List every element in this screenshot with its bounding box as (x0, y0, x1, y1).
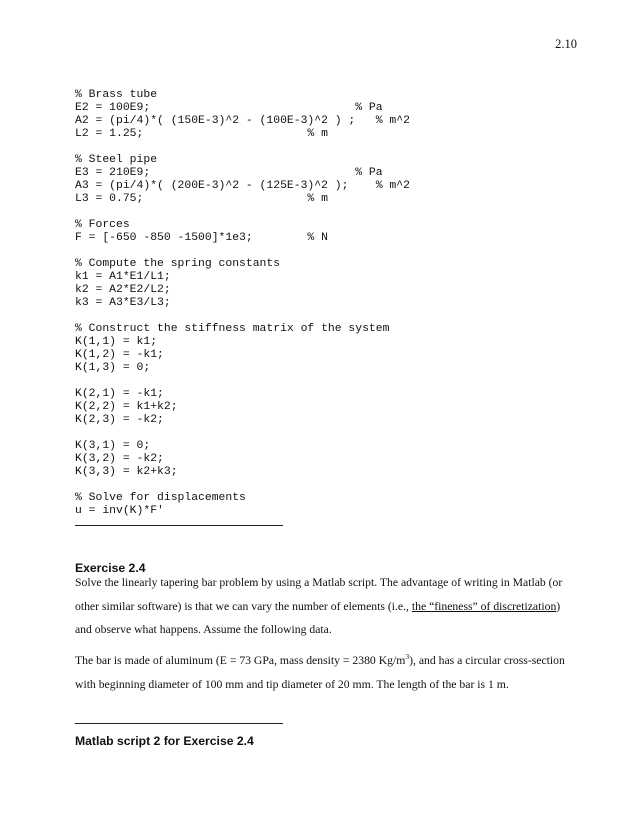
code-line: K(2,3) = -k2; (75, 414, 164, 426)
section-divider (75, 525, 283, 526)
code-line: E3 = 210E9; % Pa (75, 167, 383, 179)
paragraph-text: ), and has a circular cross-section with beginning diameter of 100 mm and tip diameter of 20 mm. The length of the bar is 1 m. (75, 654, 565, 691)
code-line: k2 = A2*E2/L2; (75, 284, 171, 296)
code-line: L3 = 0.75; % m (75, 193, 328, 205)
code-line: K(1,2) = -k1; (75, 349, 164, 361)
code-blank-line (75, 375, 410, 388)
code-line: % Brass tube (75, 89, 158, 101)
paragraph-text: The bar is made of aluminum (E = 73 GPa, mass density = 2380 Kg/m (75, 654, 406, 667)
code-line: A3 = (pi/4)*( (200E-3)^2 - (125E-3)^2 ); % m^2 (75, 180, 410, 192)
code-line: K(3,2) = -k2; (75, 453, 164, 465)
code-blank-line (75, 206, 410, 219)
code-blank-line (75, 141, 410, 154)
code-line: % Solve for displacements (75, 492, 246, 504)
code-line: % Steel pipe (75, 154, 158, 166)
code-line: K(1,3) = 0; (75, 362, 151, 374)
code-line: u = inv(K)*F' (75, 505, 164, 517)
underlined-phrase: the “fineness” of discretization (411, 599, 557, 613)
code-line: % Forces (75, 219, 130, 231)
code-line: k3 = A3*E3/L3; (75, 297, 171, 309)
code-line: F = [-650 -850 -1500]*1e3; % N (75, 232, 328, 244)
paragraph-text: ) and observe what happens. Assume the following data. (75, 599, 561, 636)
code-blank-line (75, 310, 410, 323)
code-blank-line (75, 479, 410, 492)
exercise-paragraph-1 (75, 571, 575, 642)
code-line: E2 = 100E9; % Pa (75, 102, 383, 114)
code-line: L2 = 1.25; % m (75, 128, 328, 140)
code-line: k1 = A1*E1/L1; (75, 271, 171, 283)
code-line: K(3,3) = k2+k3; (75, 466, 178, 478)
code-line: K(2,2) = k1+k2; (75, 401, 178, 413)
code-blank-line (75, 245, 410, 258)
code-line: K(1,1) = k1; (75, 336, 158, 348)
superscript: 3 (405, 652, 410, 662)
code-blank-line (75, 427, 410, 440)
exercise-heading: Exercise 2.4 (75, 561, 146, 575)
code-line: A2 = (pi/4)*( (150E-3)^2 - (100E-3)^2 ) ; % m^2 (75, 115, 410, 127)
page-number: 2.10 (555, 37, 577, 51)
code-line: K(3,1) = 0; (75, 440, 151, 452)
matlab-code-block (75, 89, 410, 518)
code-line: K(2,1) = -k1; (75, 388, 164, 400)
exercise-paragraph-2 (75, 649, 575, 696)
section-divider (75, 723, 283, 724)
script-heading: Matlab script 2 for Exercise 2.4 (75, 734, 254, 748)
code-line: % Construct the stiffness matrix of the system (75, 323, 390, 335)
code-line: % Compute the spring constants (75, 258, 281, 270)
paragraph-text: Solve the linearly tapering bar problem by using a Matlab script. The advantage of writing in Matlab (or other similar software) is that we can vary the number of elements (i.e., (75, 576, 563, 613)
